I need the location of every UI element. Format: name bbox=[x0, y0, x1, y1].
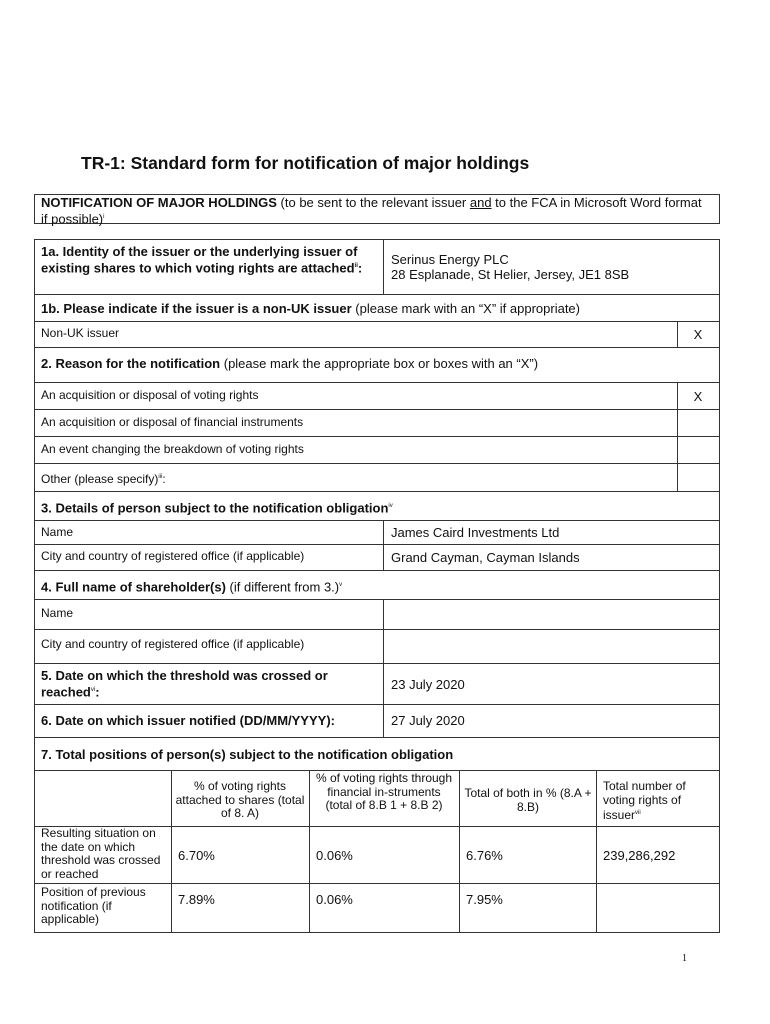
col-header-shares: % of voting rights attached to shares (total of 8. A) bbox=[175, 779, 305, 820]
intro-box bbox=[34, 194, 720, 227]
page-title: TR-1: Standard form for notification of major holdings bbox=[81, 153, 530, 173]
intro-text: NOTIFICATION OF MAJOR HOLDINGS (to be sent to the relevant issuer and to the FCA in Microsoft Word format if possible)$^i$ bbox=[41, 195, 702, 227]
section-1a-label: 1a. Identity of the issuer or the underlying issuer of existing shares to which voting rights are attached$^{ii}$: bbox=[41, 244, 363, 276]
table-cell: 239,286,292 bbox=[603, 848, 676, 863]
main-form bbox=[34, 239, 720, 933]
reason-row-label: Other (please specify)$^{iii}$: bbox=[41, 472, 166, 486]
threshold-date: 23 July 2020 bbox=[391, 677, 465, 692]
s3-name-value: James Caird Investments Ltd bbox=[391, 525, 560, 540]
reason-row-label: An event changing the breakdown of voting rights bbox=[41, 442, 304, 456]
page-number: 1 bbox=[682, 953, 687, 964]
table-cell: 7.95% bbox=[466, 892, 503, 907]
reason-row-label: An acquisition or disposal of voting rights bbox=[41, 388, 259, 402]
table-cell: 6.76% bbox=[466, 848, 503, 863]
non-uk-issuer-mark[interactable]: X bbox=[693, 327, 703, 342]
table-cell: 0.06% bbox=[316, 892, 353, 907]
table-cell: 6.70% bbox=[178, 848, 215, 863]
section-4-heading: 4. Full name of shareholder(s) (if different from 3.)$^v$ bbox=[41, 579, 343, 595]
table-cell: 7.89% bbox=[178, 892, 215, 907]
s3-city-label: City and country of registered office (if applicable) bbox=[41, 549, 305, 563]
table-cell: 0.06% bbox=[316, 848, 353, 863]
col-header-instruments: % of voting rights through financial in-struments (total of 8.B 1 + 8.B 2) bbox=[315, 771, 453, 812]
section-7-heading: 7. Total positions of person(s) subject to the notification obligation bbox=[41, 747, 454, 762]
table-row-label: Resulting situation on the date on which threshold was crossed or reached bbox=[41, 826, 161, 881]
issuer-notified-date: 27 July 2020 bbox=[391, 713, 465, 728]
s4-city-label: City and country of registered office (if applicable) bbox=[41, 637, 305, 651]
section-2-heading: 2. Reason for the notification (please mark the appropriate box or boxes with an “X”) bbox=[41, 356, 539, 371]
issuer-name: Serinus Energy PLC bbox=[391, 252, 509, 267]
issuer-address: 28 Esplanade, St Helier, Jersey, JE1 8SB bbox=[391, 267, 630, 282]
section-6-label: 6. Date on which issuer notified (DD/MM/YYYY): bbox=[41, 713, 335, 728]
section-5-label: 5. Date on which the threshold was crossed or reached$^{vi}$: bbox=[41, 668, 328, 700]
issuer-details bbox=[391, 252, 711, 282]
col-header-total-rights: Total number of voting rights of issuer$^{vii}$ bbox=[603, 779, 686, 822]
s3-city-value: Grand Cayman, Cayman Islands bbox=[391, 550, 580, 565]
table-row-label: Position of previous notification (if applicable) bbox=[41, 885, 146, 926]
reason-row-label: An acquisition or disposal of financial instruments bbox=[41, 415, 304, 429]
s4-name-label: Name bbox=[41, 606, 74, 620]
s3-name-label: Name bbox=[41, 525, 74, 539]
non-uk-issuer-label: Non-UK issuer bbox=[41, 326, 120, 340]
section-3-heading: 3. Details of person subject to the notification obligation$^{iv}$ bbox=[41, 500, 393, 516]
col-header-total-pct: Total of both in % (8.A + 8.B) bbox=[464, 786, 592, 814]
reason-row-mark[interactable]: X bbox=[693, 389, 703, 404]
section-1b-heading: 1b. Please indicate if the issuer is a non-UK issuer (please mark with an “X” if appropriate) bbox=[41, 301, 580, 316]
